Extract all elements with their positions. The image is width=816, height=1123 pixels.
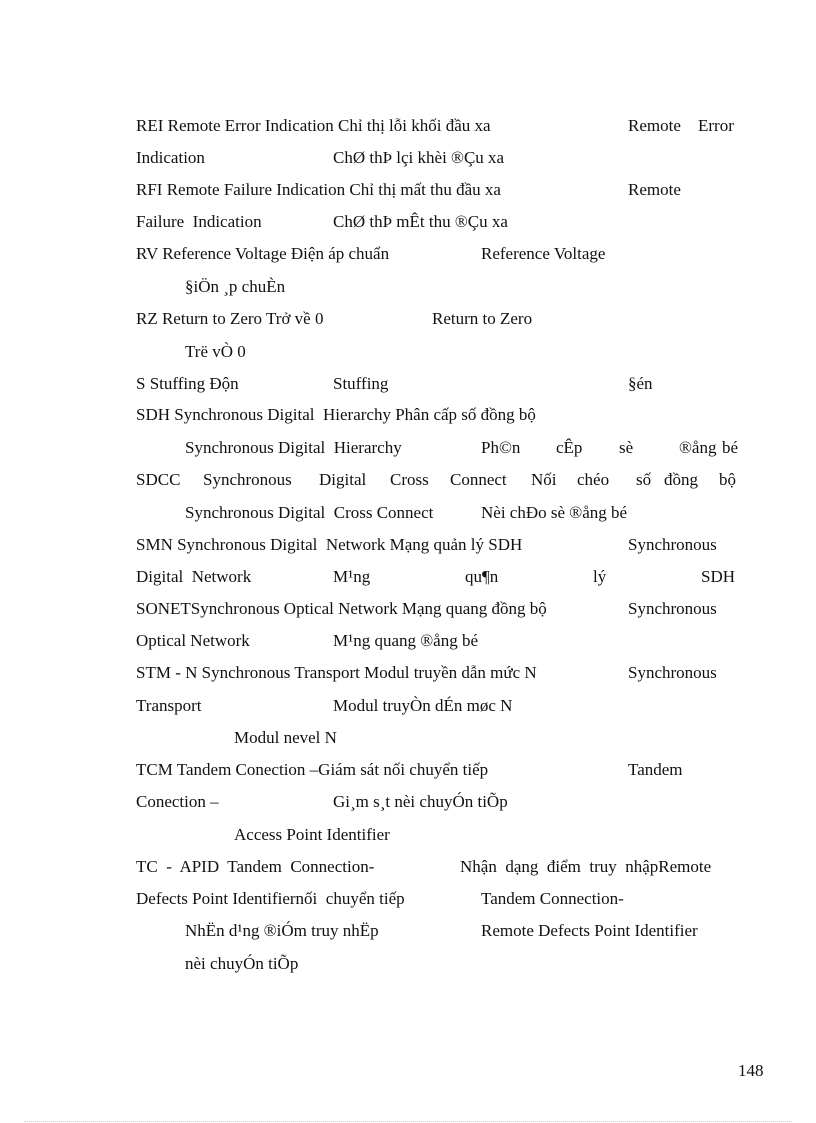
rei-legacy-text: ChØ thÞ lçi khèi ®Çu xa xyxy=(333,148,505,167)
sonet-english-cont: Optical Network xyxy=(136,631,250,650)
rv-term-line: RV Reference Voltage Điện áp chuẩn xyxy=(136,244,390,263)
s-legacy-text: §én xyxy=(628,374,653,393)
stm-legacy-text: Modul truyÒn dÉn møc N xyxy=(333,696,513,715)
sdcc-term-word: SDCC xyxy=(136,470,181,489)
stm-note-text: Modul nevel N xyxy=(234,728,337,747)
smn-term-line: SMN Synchronous Digital Network Mạng quản lý SDH xyxy=(136,535,523,554)
tcm-term-line: TCM Tandem Conection –Giám sát nối chuyển tiếp xyxy=(136,760,489,779)
sdcc-legacy-text: Nèi chÐo sè ®ång bé xyxy=(481,503,628,522)
tcapid-term-line: TC - APID Tandem Connection- xyxy=(136,857,375,876)
tcapid-english-text: Tandem Connection- xyxy=(481,889,624,908)
sdh-legacy-word: sè xyxy=(619,438,634,457)
rei-english-word: Error xyxy=(698,116,734,135)
page-bottom-divider xyxy=(24,1121,792,1122)
rfi-term-line: RFI Remote Failure Indication Chỉ thị mất thu đầu xa xyxy=(136,180,501,199)
sdh-english-text: Synchronous Digital Hierarchy xyxy=(185,438,402,457)
rv-english-text: Reference Voltage xyxy=(481,244,606,263)
stm-english-cont: Transport xyxy=(136,696,202,715)
sdcc-term-word: bộ xyxy=(719,470,736,489)
tcm-english-cont: Conection – xyxy=(136,792,219,811)
tcapid-legacy-cont: nèi chuyÓn tiÕp xyxy=(185,954,299,973)
tcapid-vietnamese-text: Nhận dạng điểm truy nhậpRemote xyxy=(460,857,712,876)
smn-legacy-word: lý xyxy=(593,567,607,586)
sonet-term-line: SONETSynchronous Optical Network Mạng quang đồng bộ xyxy=(136,599,547,618)
smn-legacy-word: qu¶n xyxy=(465,567,499,586)
rei-english-word: Remote xyxy=(628,116,681,135)
sonet-english-word: Synchronous xyxy=(628,599,717,618)
tcapid-term-cont: Defects Point Identifiernối chuyển tiếp xyxy=(136,889,405,908)
sdh-legacy-word: Ph©n xyxy=(481,438,521,457)
sdcc-english-text: Synchronous Digital Cross Connect xyxy=(185,503,434,522)
rz-legacy-text: Trë vÒ 0 xyxy=(185,342,246,361)
tcapid-english-cont: Remote Defects Point Identifier xyxy=(481,921,698,940)
sdh-term-line: SDH Synchronous Digital Hierarchy Phân cấp số đồng bộ xyxy=(136,405,536,424)
sdcc-term-word: đồng xyxy=(664,470,698,489)
sonet-legacy-text: M¹ng quang ®ång bé xyxy=(333,631,479,650)
smn-english-cont: Digital Network xyxy=(136,567,252,586)
rv-legacy-text: §iÖn ¸p chuÈn xyxy=(185,277,286,296)
sdh-legacy-word: bé xyxy=(722,438,739,457)
sdcc-term-word: Cross xyxy=(390,470,429,489)
sdh-legacy-word: ®ång xyxy=(679,438,717,457)
smn-english-word: Synchronous xyxy=(628,535,717,554)
tcm-note-text: Access Point Identifier xyxy=(234,825,390,844)
sdcc-term-word: Digital xyxy=(319,470,367,489)
page-number: 148 xyxy=(738,1061,764,1080)
smn-legacy-word: M¹ng xyxy=(333,567,371,586)
smn-legacy-word: SDH xyxy=(701,567,736,586)
s-english-text: Stuffing xyxy=(333,374,389,393)
tcapid-legacy-text: NhËn d¹ng ®iÓm truy nhËp xyxy=(185,921,379,940)
rei-english-cont: Indication xyxy=(136,148,205,167)
rei-term-line: REI Remote Error Indication Chỉ thị lỗi khối đầu xa xyxy=(136,116,491,135)
rfi-legacy-text: ChØ thÞ mÊt thu ®Çu xa xyxy=(333,212,508,231)
sdcc-term-word: chéo xyxy=(577,470,610,489)
stm-term-line: STM - N Synchronous Transport Modul truyền dẫn mức N xyxy=(136,663,537,682)
rfi-english-word: Remote xyxy=(628,180,681,199)
stm-english-word: Synchronous xyxy=(628,663,717,682)
s-term-line: S Stuffing Độn xyxy=(136,374,239,393)
rfi-english-cont: Failure Indication xyxy=(136,212,262,231)
sdcc-term-word: Synchronous xyxy=(203,470,292,489)
sdh-legacy-word: cÊp xyxy=(556,438,583,457)
rz-term-line: RZ Return to Zero Trở về 0 xyxy=(136,309,324,328)
tcm-english-word: Tandem xyxy=(628,760,683,779)
sdcc-term-word: số xyxy=(636,470,652,489)
tcm-legacy-text: Gi¸m s¸t nèi chuyÓn tiÕp xyxy=(333,792,508,811)
sdcc-term-word: Connect xyxy=(450,470,507,489)
sdcc-term-word: Nối xyxy=(531,470,557,489)
rz-english-text: Return to Zero xyxy=(432,309,533,328)
